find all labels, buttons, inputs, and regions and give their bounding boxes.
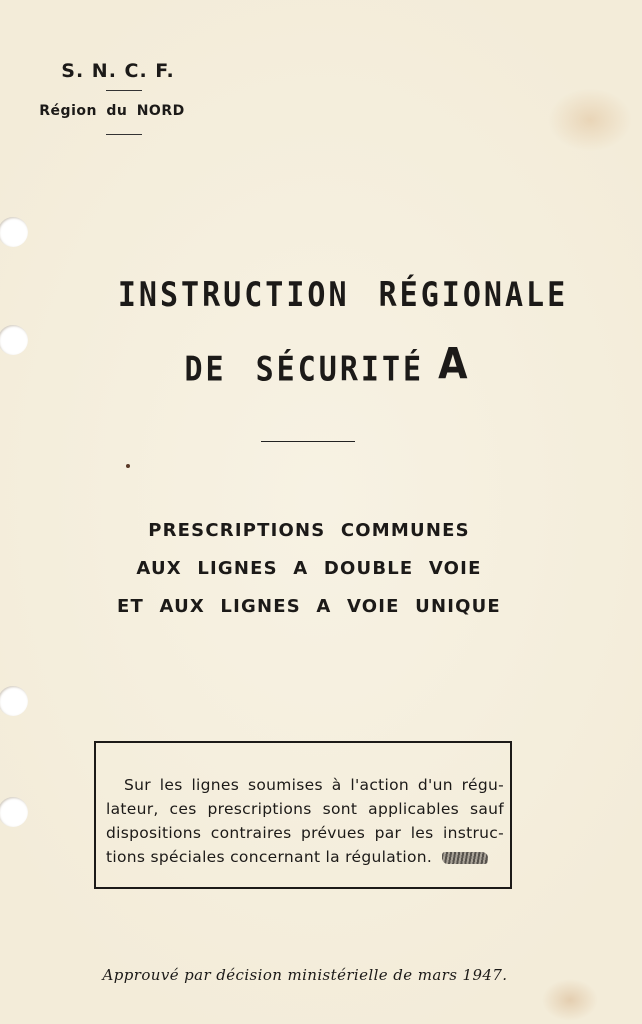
notice-box: [94, 741, 512, 889]
notice-line-4-wrapper: [106, 845, 504, 869]
ink-speck: [126, 464, 130, 468]
title-line-1: INSTRUCTION RÉGIONALE: [117, 275, 569, 316]
approval-note: Approuvé par décision ministérielle de mars 1947.: [102, 966, 508, 984]
notice-line-3: dispositions contraires prévues par les instruc-: [106, 824, 504, 842]
subtitle-line-2: AUX LIGNES A DOUBLE VOIE: [136, 558, 482, 579]
region-divider: [106, 134, 142, 135]
organization-name: S. N. C. F.: [61, 60, 175, 82]
subtitle-line-1: PRESCRIPTIONS COMMUNES: [148, 520, 470, 541]
title-line-2: [10, 338, 642, 392]
title-letter: A: [438, 338, 468, 389]
notice-text: [106, 773, 504, 869]
punch-hole-3: [0, 686, 28, 716]
organization-header: [28, 60, 196, 135]
title-line-2-text: DE SÉCURITÉ: [184, 350, 425, 390]
document-title: [0, 276, 642, 390]
ink-smudge: [442, 852, 488, 864]
subtitle-line-3: ET AUX LIGNES A VOIE UNIQUE: [117, 596, 501, 617]
organization-divider: [106, 90, 142, 91]
notice-line-2: lateur, ces prescriptions sont applicables sauf: [106, 800, 504, 818]
title-divider: [261, 441, 355, 442]
region-name: Région du NORD: [39, 103, 185, 119]
punch-hole-1: [0, 217, 28, 247]
punch-hole-4: [0, 797, 28, 827]
notice-line-1: Sur les lignes soumises à l'action d'un régu-: [124, 776, 504, 794]
document-subtitle: [0, 512, 618, 626]
notice-line-4: tions spéciales concernant la régulation.: [106, 848, 433, 866]
